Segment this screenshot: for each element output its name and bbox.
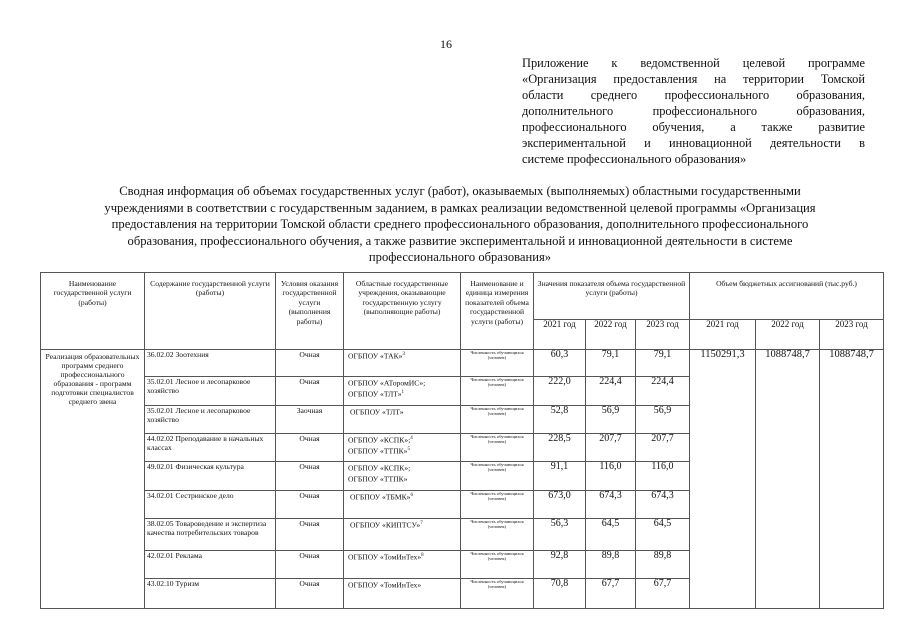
header-content: Содержание государственной услуги (работы) [145,273,276,350]
row-value-2022: 64,5 [586,519,636,551]
footnote-mark: 8 [421,553,424,558]
row-value-2021: 91,1 [534,462,586,491]
row-value-2021: 70,8 [534,579,586,609]
institution-name: ОГБПОУ «КСПК»; [348,435,411,445]
row-content: 43.02.10 Туризм [145,579,276,609]
institution-name: ОГБПОУ «ТомИнТех» [348,552,422,562]
header-service-name: Наименование государственной услуги (работы) [41,273,145,350]
institution-name: ОГБПОУ «ТБМК» [350,492,411,502]
footnote-mark: 6 [410,493,413,498]
row-value-2023: 64,5 [636,519,690,551]
appendix-note [522,55,865,167]
row-value-2022: 79,1 [586,350,636,377]
service-group-name: Реализация образовательных программ среднего профессионального образования - программ подготовки специалистов среднего звена [41,350,145,609]
footnote-mark: 4 [410,436,413,441]
row-unit: Численность обучающихся (человек) [461,551,534,579]
row-form: Очная [276,434,344,462]
row-value-2023: 67,7 [636,579,690,609]
row-value-2021: 228,5 [534,434,586,462]
row-institution [344,406,461,434]
row-value-2022: 674,3 [586,491,636,519]
appendix-line: Приложение к ведомственной целевой программе [522,56,865,70]
row-content: 36.02.02 Зоотехния [145,350,276,377]
row-unit: Численность обучающихся (человек) [461,519,534,551]
header-budget-year-2023: 2023 год [820,320,884,350]
row-form: Заочная [276,406,344,434]
header-budget-year-2021: 2021 год [690,320,756,350]
appendix-line: профессионального обучения, а также развитие [522,120,865,134]
row-value-2021: 56,3 [534,519,586,551]
row-content: 44.02.02 Преподавание в начальных классах [145,434,276,462]
header-budget-year-2022: 2022 год [756,320,820,350]
row-form: Очная [276,551,344,579]
title-line: предоставления на территории Томской области среднего профессионального образования, дополнительного профессионального [111,217,809,231]
institution-name: ОГБПОУ «КИПТСУ» [350,520,421,530]
table-row [41,350,884,377]
row-institution [344,377,461,406]
row-value-2023: 116,0 [636,462,690,491]
row-content: 49.02.01 Физическая культура [145,462,276,491]
institution-name: ОГБПОУ «ТомИнТех» [348,580,422,590]
row-value-2022: 224,4 [586,377,636,406]
row-value-2021: 52,8 [534,406,586,434]
header-year-2023: 2023 год [636,320,690,350]
appendix-line: экспериментальной и инновационной деятельности в [522,136,865,150]
institution-name-2: ОГБПОУ «ТТПК» [348,446,408,456]
row-form: Очная [276,462,344,491]
budget-2021: 1150291,3 [690,350,756,609]
row-value-2022: 56,9 [586,406,636,434]
institution-name-2: ОГБПОУ «ТТПК» [348,474,408,484]
row-content: 34.02.01 Сестринское дело [145,491,276,519]
row-institution [344,551,461,579]
header-year-2021: 2021 год [534,320,586,350]
row-value-2021: 222,0 [534,377,586,406]
row-unit: Численность обучающихся (человек) [461,491,534,519]
header-institutions: Областные государственные учреждения, оказывающие государственную услугу (выполняющие работы) [344,273,461,350]
row-institution [344,491,461,519]
row-value-2022: 89,8 [586,551,636,579]
row-value-2021: 60,3 [534,350,586,377]
page-number: 16 [440,37,452,51]
institution-name: ОГБПОУ «ТЛТ» [350,407,404,417]
title-line: профессионального образования» [368,250,552,264]
budget-2023: 1088748,7 [820,350,884,609]
row-institution [344,434,461,462]
row-value-2023: 674,3 [636,491,690,519]
row-unit: Численность обучающихся (человек) [461,462,534,491]
row-form: Очная [276,519,344,551]
row-form: Очная [276,350,344,377]
row-value-2023: 56,9 [636,406,690,434]
header-budget: Объем бюджетных ассигнований (тыс.руб.) [690,273,884,320]
appendix-line: системе профессионального образования» [522,152,747,166]
row-institution [344,462,461,491]
row-content: 38.02.05 Товароведение и экспертиза качества потребительских товаров [145,519,276,551]
row-value-2022: 207,7 [586,434,636,462]
row-value-2023: 89,8 [636,551,690,579]
header-volume-values: Значения показателя объема государственной услуги (работы) [534,273,690,320]
row-unit: Численность обучающихся (человек) [461,579,534,609]
header-year-2022: 2022 год [586,320,636,350]
appendix-line: дополнительного профессионального образования, [522,104,865,118]
header-indicator: Наименование и единица измерения показателей объема государственной услуги (работы) [461,273,534,350]
services-table [40,272,884,609]
row-content: 35.02.01 Лесное и лесопарковое хозяйство [145,406,276,434]
appendix-line: «Организация предоставления на территории Томской [522,72,865,86]
budget-2022: 1088748,7 [756,350,820,609]
row-value-2023: 224,4 [636,377,690,406]
row-unit: Численность обучающихся (человек) [461,377,534,406]
header-conditions: Условия оказания государственной услуги (выполнения работы) [276,273,344,350]
row-value-2021: 92,8 [534,551,586,579]
row-form: Очная [276,491,344,519]
title-line: образования, профессионального обучения, а также развитие экспериментальной и инновационной деятельности в системе [127,233,793,248]
row-unit: Численность обучающихся (человек) [461,350,534,377]
row-institution [344,579,461,609]
row-institution [344,519,461,551]
row-form: Очная [276,377,344,406]
document-title [70,183,850,266]
row-value-2023: 79,1 [636,350,690,377]
appendix-line: области среднего профессионального образования, [522,88,865,102]
institution-name: ОГБПОУ «ТАК» [348,351,403,361]
row-institution [344,350,461,377]
footnote-mark: 3 [402,352,405,357]
institution-name-2: ОГБПОУ «ТЛТ» [348,389,402,399]
institution-name: ОГБПОУ «КСПК»; [348,463,411,473]
row-form: Очная [276,579,344,609]
footnote-mark: 7 [420,521,423,526]
footnote-mark: 1 [401,389,404,395]
row-content: 35.02.01 Лесное и лесопарковое хозяйство [145,377,276,406]
row-value-2022: 67,7 [586,579,636,609]
row-content: 42.02.01 Реклама [145,551,276,579]
row-unit: Численность обучающихся (человек) [461,406,534,434]
title-line: Сводная информация об объемах государственных услуг (работ), оказываемых (выполняемых) областными государственными [119,184,801,198]
row-value-2021: 673,0 [534,491,586,519]
institution-name: ОГБПОУ «АТоромИС»; [348,378,426,388]
title-line: учреждениями в соответствии с государственным заданием, в рамках реализации ведомственной целевой программы «Организация [104,200,816,215]
footnote-mark: 5 [407,446,410,452]
row-unit: Численность обучающихся (человек) [461,434,534,462]
row-value-2023: 207,7 [636,434,690,462]
row-value-2022: 116,0 [586,462,636,491]
